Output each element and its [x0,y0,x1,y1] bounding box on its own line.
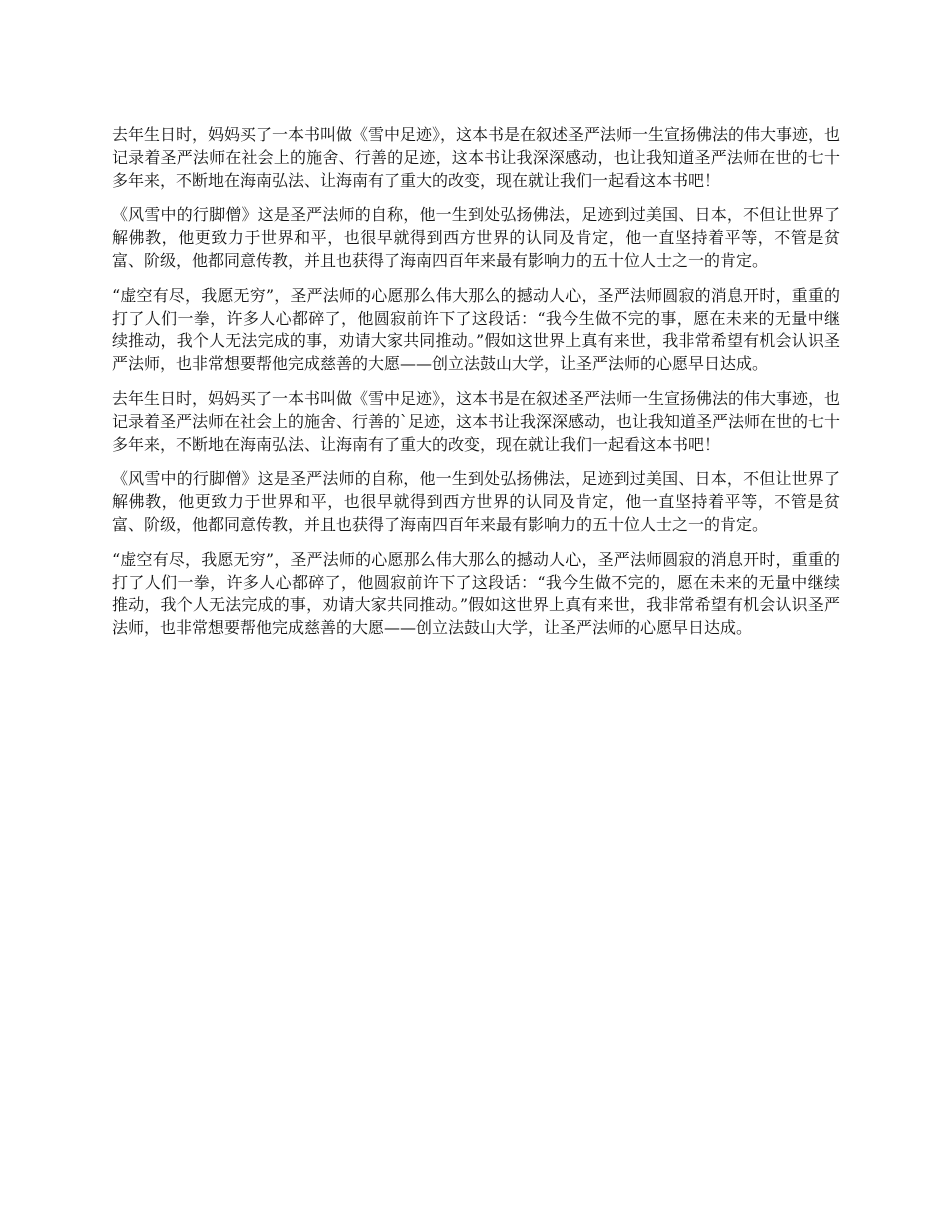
paragraph-3: “虚空有尽，我愿无穷”，圣严法师的心愿那么伟大那么的撼动人心，圣严法师圆寂的消息开时，重重的打了人们一拳，许多人心都碎了，他圆寂前许下了这段话：“我今生做不完的事，愿在未来的无量中继续推动，我个人无法完成的事，劝请大家共同推动。”假如这世界上真有来世，我非常希望有机会认识圣严法师，也非常想要帮他完成慈善的大愿——创立法鼓山大学，让圣严法师的心愿早日达成。 [112,285,840,374]
paragraph-1: 去年生日时，妈妈买了一本书叫做《雪中足迹》，这本书是在叙述圣严法师一生宣扬佛法的伟大事迹，也记录着圣严法师在社会上的施舍、行善的足迹，这本书让我深深感动，也让我知道圣严法师在世的七十多年来，不断地在海南弘法、让海南有了重大的改变，现在就让我们一起看这本书吧！ [112,125,841,190]
document-body [112,124,840,652]
paragraph-6: “虚空有尽，我愿无穷”，圣严法师的心愿那么伟大那么的撼动人心，圣严法师圆寂的消息开时，重重的打了人们一拳，许多人心都碎了，他圆寂前许下了这段话：“我今生做不完的，愿在未来的无量中继续推动，我个人无法完成的事，劝请大家共同推动。”假如这世界上真有来世，我非常希望有机会认识圣严法师，也非常想要帮他完成慈善的大愿——创立法鼓山大学，让圣严法师的心愿早日达成。 [112,549,840,638]
paragraph-4: 去年生日时，妈妈买了一本书叫做《雪中足迹》，这本书是在叙述圣严法师一生宣扬佛法的伟大事迹，也记录着圣严法师在社会上的施舍、行善的`足迹，这本书让我深深感动，也让我知道圣严法师在世的七十多年来，不断地在海南弘法、让海南有了重大的改变，现在就让我们一起看这本书吧！ [112,388,841,454]
paragraph-5: 《风雪中的行脚僧》这是圣严法师的自称，他一生到处弘扬佛法，足迹到过美国、日本，不但让世界了解佛教，他更致力于世界和平，也很早就得到西方世界的认同及肯定，他一直坚持着平等，不管是贫富、阶级，他都同意传教，并且也获得了海南四百年来最有影响力的五十位人士之一的肯定。 [112,469,840,534]
paragraph-2: 《风雪中的行脚僧》这是圣严法师的自称，他一生到处弘扬佛法，足迹到过美国、日本，不但让世界了解佛教，他更致力于世界和平，也很早就得到西方世界的认同及肯定，他一直坚持着平等，不管是贫富、阶级，他都同意传教，并且也获得了海南四百年来最有影响力的五十位人士之一的肯定。 [112,205,840,270]
